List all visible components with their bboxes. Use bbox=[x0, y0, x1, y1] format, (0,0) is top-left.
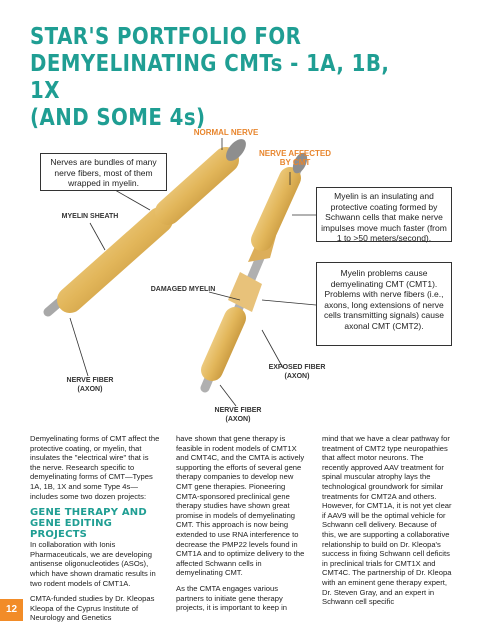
col2-paragraph-2: As the CMTA engages various partners to initiate gene therapy projects, it is important to keep in bbox=[176, 583, 288, 613]
col1-paragraph-2: In collaboration with Ionis Pharmaceuticals, we are developing antisense oligonucleotides (ASOs), which have shown dramatic results in two rodent models of CMT1A. bbox=[30, 540, 156, 588]
myelin-sheath-label: MYELIN SHEATH bbox=[61, 213, 119, 220]
title-line-1: STAR'S PORTFOLIO FOR bbox=[30, 24, 302, 50]
nerve-affected-label bbox=[250, 149, 340, 167]
col1-paragraph-1: Demyelinating forms of CMT affect the protective coating, or myelin, that insulates the "electrical wire" that is the nerve. Research specific to demyelinating forms of CMT—Types 1A, 1B, 1X and some Type 4s—includes some two dozen projects: bbox=[30, 434, 160, 501]
gene-therapy-heading-line-1: GENE THERAPY AND bbox=[30, 507, 147, 519]
gene-therapy-heading-line-2: GENE EDITING PROJECTS bbox=[30, 518, 113, 541]
nerve-fiber-left-line-1: NERVE FIBER bbox=[66, 377, 114, 384]
col3-paragraph-1: mind that we have a clear pathway for treatment of CMT2 type neuropathies that affect motor neurons. The recently approved AAV treatment for spinal muscular atrophy lays the technological groundwork for similar treatments for CMT2A and others. However, for CMT1A, it is not yet clear if AAV9 will be the optimal vehicle for Schwann cell delivery. Because of this, we are supporting a collaborative relationship to build on Dr. Kleopa's success in fixing Schwann cell deficits in preclinical trials for CMT1X and CMT4C. The partnership of Dr. Kleopa with an eminent gene therapy expert, Dr. Steven Gray, and an expert in Schwann cell specific bbox=[322, 434, 452, 607]
exposed-fiber-line-1: EXPOSED FIBER bbox=[268, 364, 326, 371]
nerve-fiber-bottom-line-2: (AXON) bbox=[225, 416, 251, 423]
col1-paragraph-3: CMTA-funded studies by Dr. Kleopas Kleopa of the Cyprus Institute of Neurology and Genetics bbox=[30, 594, 155, 623]
callout-myelin: Myelin is an insulating and protective coating formed by Schwann cells that make nerve impulses move much faster (from 1 to >50 meters/second). bbox=[316, 187, 452, 242]
nerve-fiber-left-line-2: (AXON) bbox=[77, 386, 103, 393]
exposed-fiber-label bbox=[262, 363, 332, 381]
col2-paragraph-1: have shown that gene therapy is feasible in rodent models of CMT1X and CMT4C, and the CMTA is actively supporting the efforts of several gene therapy companies to develop new CMT gene therapies. Pioneering CMTA-sponsored preclinical gene therapy studies have shown great promise in models of demyelinating CMT. This approach is now being extended to use RNA interference to decrease the PMP22 levels found in CMT1A and to optimize delivery to the affected Schwann cells in demyelinating CMT. bbox=[176, 434, 305, 578]
nerve-fiber-bottom-line-1: NERVE FIBER bbox=[214, 407, 262, 414]
title-line-3: (AND SOME 4s) bbox=[30, 105, 206, 131]
affected-nerve-drawing bbox=[205, 150, 310, 388]
nerve-affected-line-2: BY CMT bbox=[279, 158, 311, 167]
nerve-fiber-left-label bbox=[60, 376, 120, 394]
nerve-fiber-bottom-label bbox=[208, 406, 268, 424]
nerve-affected-line-1: NERVE AFFECTED bbox=[258, 149, 331, 158]
callout-bundles: Nerves are bundles of many nerve fibers, most of them wrapped in myelin. bbox=[40, 153, 167, 191]
body-column-2 bbox=[176, 434, 306, 619]
page-number: 12 bbox=[0, 599, 23, 621]
gene-therapy-heading bbox=[30, 507, 160, 540]
body-column-3 bbox=[322, 434, 452, 613]
damaged-myelin-label: DAMAGED MYELIN bbox=[150, 286, 216, 293]
title-line-2: DEMYELINATING CMTs - 1A, 1B, 1X bbox=[30, 51, 390, 104]
exposed-fiber-line-2: (AXON) bbox=[284, 373, 310, 380]
body-column-1 bbox=[30, 434, 160, 629]
normal-nerve-label: NORMAL NERVE bbox=[193, 128, 259, 137]
callout-problems: Myelin problems cause demyelinating CMT (CMT1). Problems with nerve fibers (i.e., axons, long extensions of nerve cells transmitting signals) cause axonal CMT (CMT2). bbox=[316, 262, 452, 346]
